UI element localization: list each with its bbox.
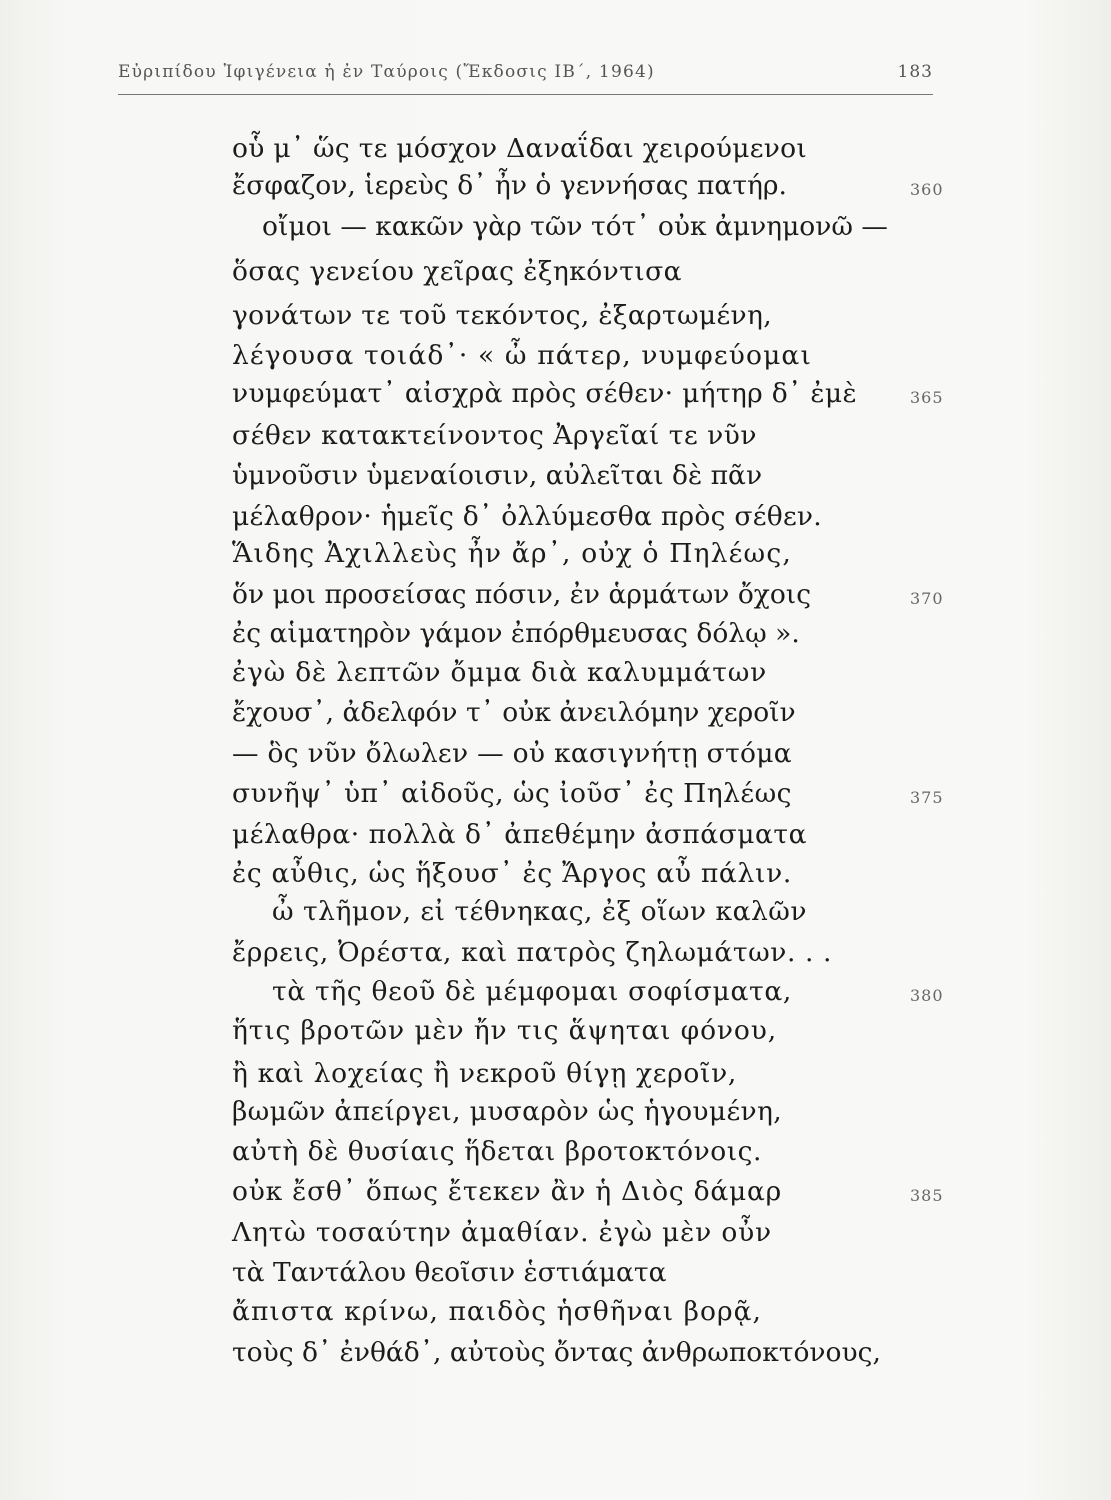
verse-text: ἔχουσ᾽, ἀδελφόν τ᾽ οὐκ ἀνειλόμην χεροῖν — [232, 697, 796, 728]
verse-text: τοὺς δ᾽ ἐνθάδ᾽, αὐτοὺς ὄντας ἀνθρωποκτόνους, — [232, 1337, 881, 1368]
verse-line — [0, 697, 1111, 735]
verse-line — [0, 1257, 1111, 1295]
verse-text: οὗ μ᾽ ὥς τε μόσχον Δαναΐδαι χειρούμενοι — [232, 133, 807, 164]
page-number: 183 — [897, 62, 933, 82]
verse-line — [0, 1058, 1111, 1096]
verse-line — [0, 657, 1111, 695]
verse-text: Λητὼ τοσαύτην ἀμαθίαν. ἐγὼ μὲν οὖν — [232, 1217, 772, 1248]
verse-line — [0, 460, 1111, 498]
verse-line — [0, 501, 1111, 539]
verse-line — [0, 340, 1111, 378]
verse-text: ὦ τλῆμον, εἰ τέθνηκας, ἐξ οἵων καλῶν — [272, 896, 807, 927]
verse-text: ὅσας γενείου χεῖρας ἐξηκόντισα — [232, 256, 682, 287]
line-number: 385 — [910, 1186, 944, 1205]
verse-text: ὅν μοι προσείσας πόσιν, ἐν ἁρμάτων ὄχοις — [232, 579, 812, 610]
verse-line — [0, 1176, 1111, 1214]
verse-line — [0, 1296, 1111, 1334]
verse-text: νυμφεύματ᾽ αἰσχρὰ πρὸς σέθεν· μήτηρ δ᾽ ἐμὲ — [232, 378, 857, 409]
verse-text: οἴμοι — κακῶν γὰρ τῶν τότ᾽ οὐκ ἀμνημονῶ — — [262, 211, 888, 242]
verse-line — [0, 211, 1111, 249]
verse-text: συνῆψ᾽ ὑπ᾽ αἰδοῦς, ὡς ἰοῦσ᾽ ἐς Πηλέως — [232, 778, 792, 809]
line-number: 365 — [910, 388, 944, 407]
verse-line — [0, 300, 1111, 338]
verse-text: ἢ καὶ λοχείας ἢ νεκροῦ θίγῃ χεροῖν, — [232, 1058, 737, 1089]
verse-line — [0, 538, 1111, 576]
verse-text: τὰ τῆς θεοῦ δὲ μέμφομαι σοφίσματα, — [272, 976, 792, 1007]
verse-text: ἔρρεις, Ὀρέστα, καὶ πατρὸς ζηλωμάτων. . . — [232, 937, 832, 968]
verse-line — [0, 1217, 1111, 1255]
line-number: 370 — [910, 589, 944, 608]
verse-line — [0, 170, 1111, 208]
line-number: 380 — [910, 986, 944, 1005]
verse-text: μέλαθρον· ἡμεῖς δ᾽ ὀλλύμεσθα πρὸς σέθεν. — [232, 501, 822, 532]
verse-text: ἔσφαζον, ἱερεὺς δ᾽ ἦν ὁ γεννήσας πατήρ. — [232, 170, 787, 201]
verse-line — [0, 738, 1111, 776]
verse-line — [0, 976, 1111, 1014]
line-number: 360 — [910, 180, 944, 199]
line-number: 375 — [910, 788, 944, 807]
verse-line — [0, 420, 1111, 458]
verse-line — [0, 618, 1111, 656]
verse-text: λέγουσα τοιάδ᾽· « ὦ πάτερ, νυμφεύομαι — [232, 340, 812, 371]
verse-line — [0, 1096, 1111, 1134]
verse-line — [0, 778, 1111, 816]
verse-text: τὰ Ταντάλου θεοῖσιν ἑστιάματα — [232, 1257, 667, 1288]
verse-text: ἄπιστα κρίνω, παιδὸς ἡσθῆναι βορᾷ, — [232, 1296, 762, 1327]
verse-text: μέλαθρα· πολλὰ δ᾽ ἀπεθέμην ἀσπάσματα — [232, 819, 807, 850]
verse-text: γονάτων τε τοῦ τεκόντος, ἐξαρτωμένη, — [232, 300, 772, 331]
verse-line — [0, 819, 1111, 857]
verse-text: ἐς αὖθις, ὡς ἥξουσ᾽ ἐς Ἄργος αὖ πάλιν. — [232, 858, 792, 889]
verse-line — [0, 1136, 1111, 1174]
running-title: Εὐριπίδου Ἰφιγένεια ἡ ἐν Ταύροις (Ἔκδοσις ΙΒ΄, 1964) — [118, 62, 655, 82]
verse-text: βωμῶν ἀπείργει, μυσαρὸν ὡς ἡγουμένη, — [232, 1096, 782, 1127]
verse-text: ἐς αἱματηρὸν γάμον ἐπόρθμευσας δόλῳ ». — [232, 618, 800, 649]
verse-line — [0, 579, 1111, 617]
verse-text: ἥτις βροτῶν μὲν ἤν τις ἅψηται φόνου, — [232, 1015, 777, 1046]
verse-line — [0, 1015, 1111, 1053]
verse-line — [0, 1337, 1111, 1375]
verse-line — [0, 937, 1111, 975]
verse-text: οὐκ ἔσθ᾽ ὅπως ἔτεκεν ἂν ἡ Διὸς δάμαρ — [232, 1176, 782, 1207]
verse-line — [0, 378, 1111, 416]
verse-text: — ὃς νῦν ὄλωλεν — οὐ κασιγνήτῃ στόμα — [232, 738, 792, 769]
running-head — [118, 62, 933, 92]
header-rule — [118, 94, 933, 95]
verse-text: ἐγὼ δὲ λεπτῶν ὄμμα διὰ καλυμμάτων — [232, 657, 767, 688]
verse-text: σέθεν κατακτείνοντος Ἀργεῖαί τε νῦν — [232, 420, 757, 451]
verse-line — [0, 256, 1111, 294]
verse-line — [0, 896, 1111, 934]
verse-line — [0, 858, 1111, 896]
verse-text: ὑμνοῦσιν ὑμεναίοισιν, αὐλεῖται δὲ πᾶν — [232, 460, 763, 491]
verse-text: αὐτὴ δὲ θυσίαις ἥδεται βροτοκτόνοις. — [232, 1136, 762, 1167]
verse-text: Ἅιδης Ἀχιλλεὺς ἦν ἄρ᾽, οὐχ ὁ Πηλέως, — [232, 538, 792, 569]
verse-line — [0, 133, 1111, 171]
